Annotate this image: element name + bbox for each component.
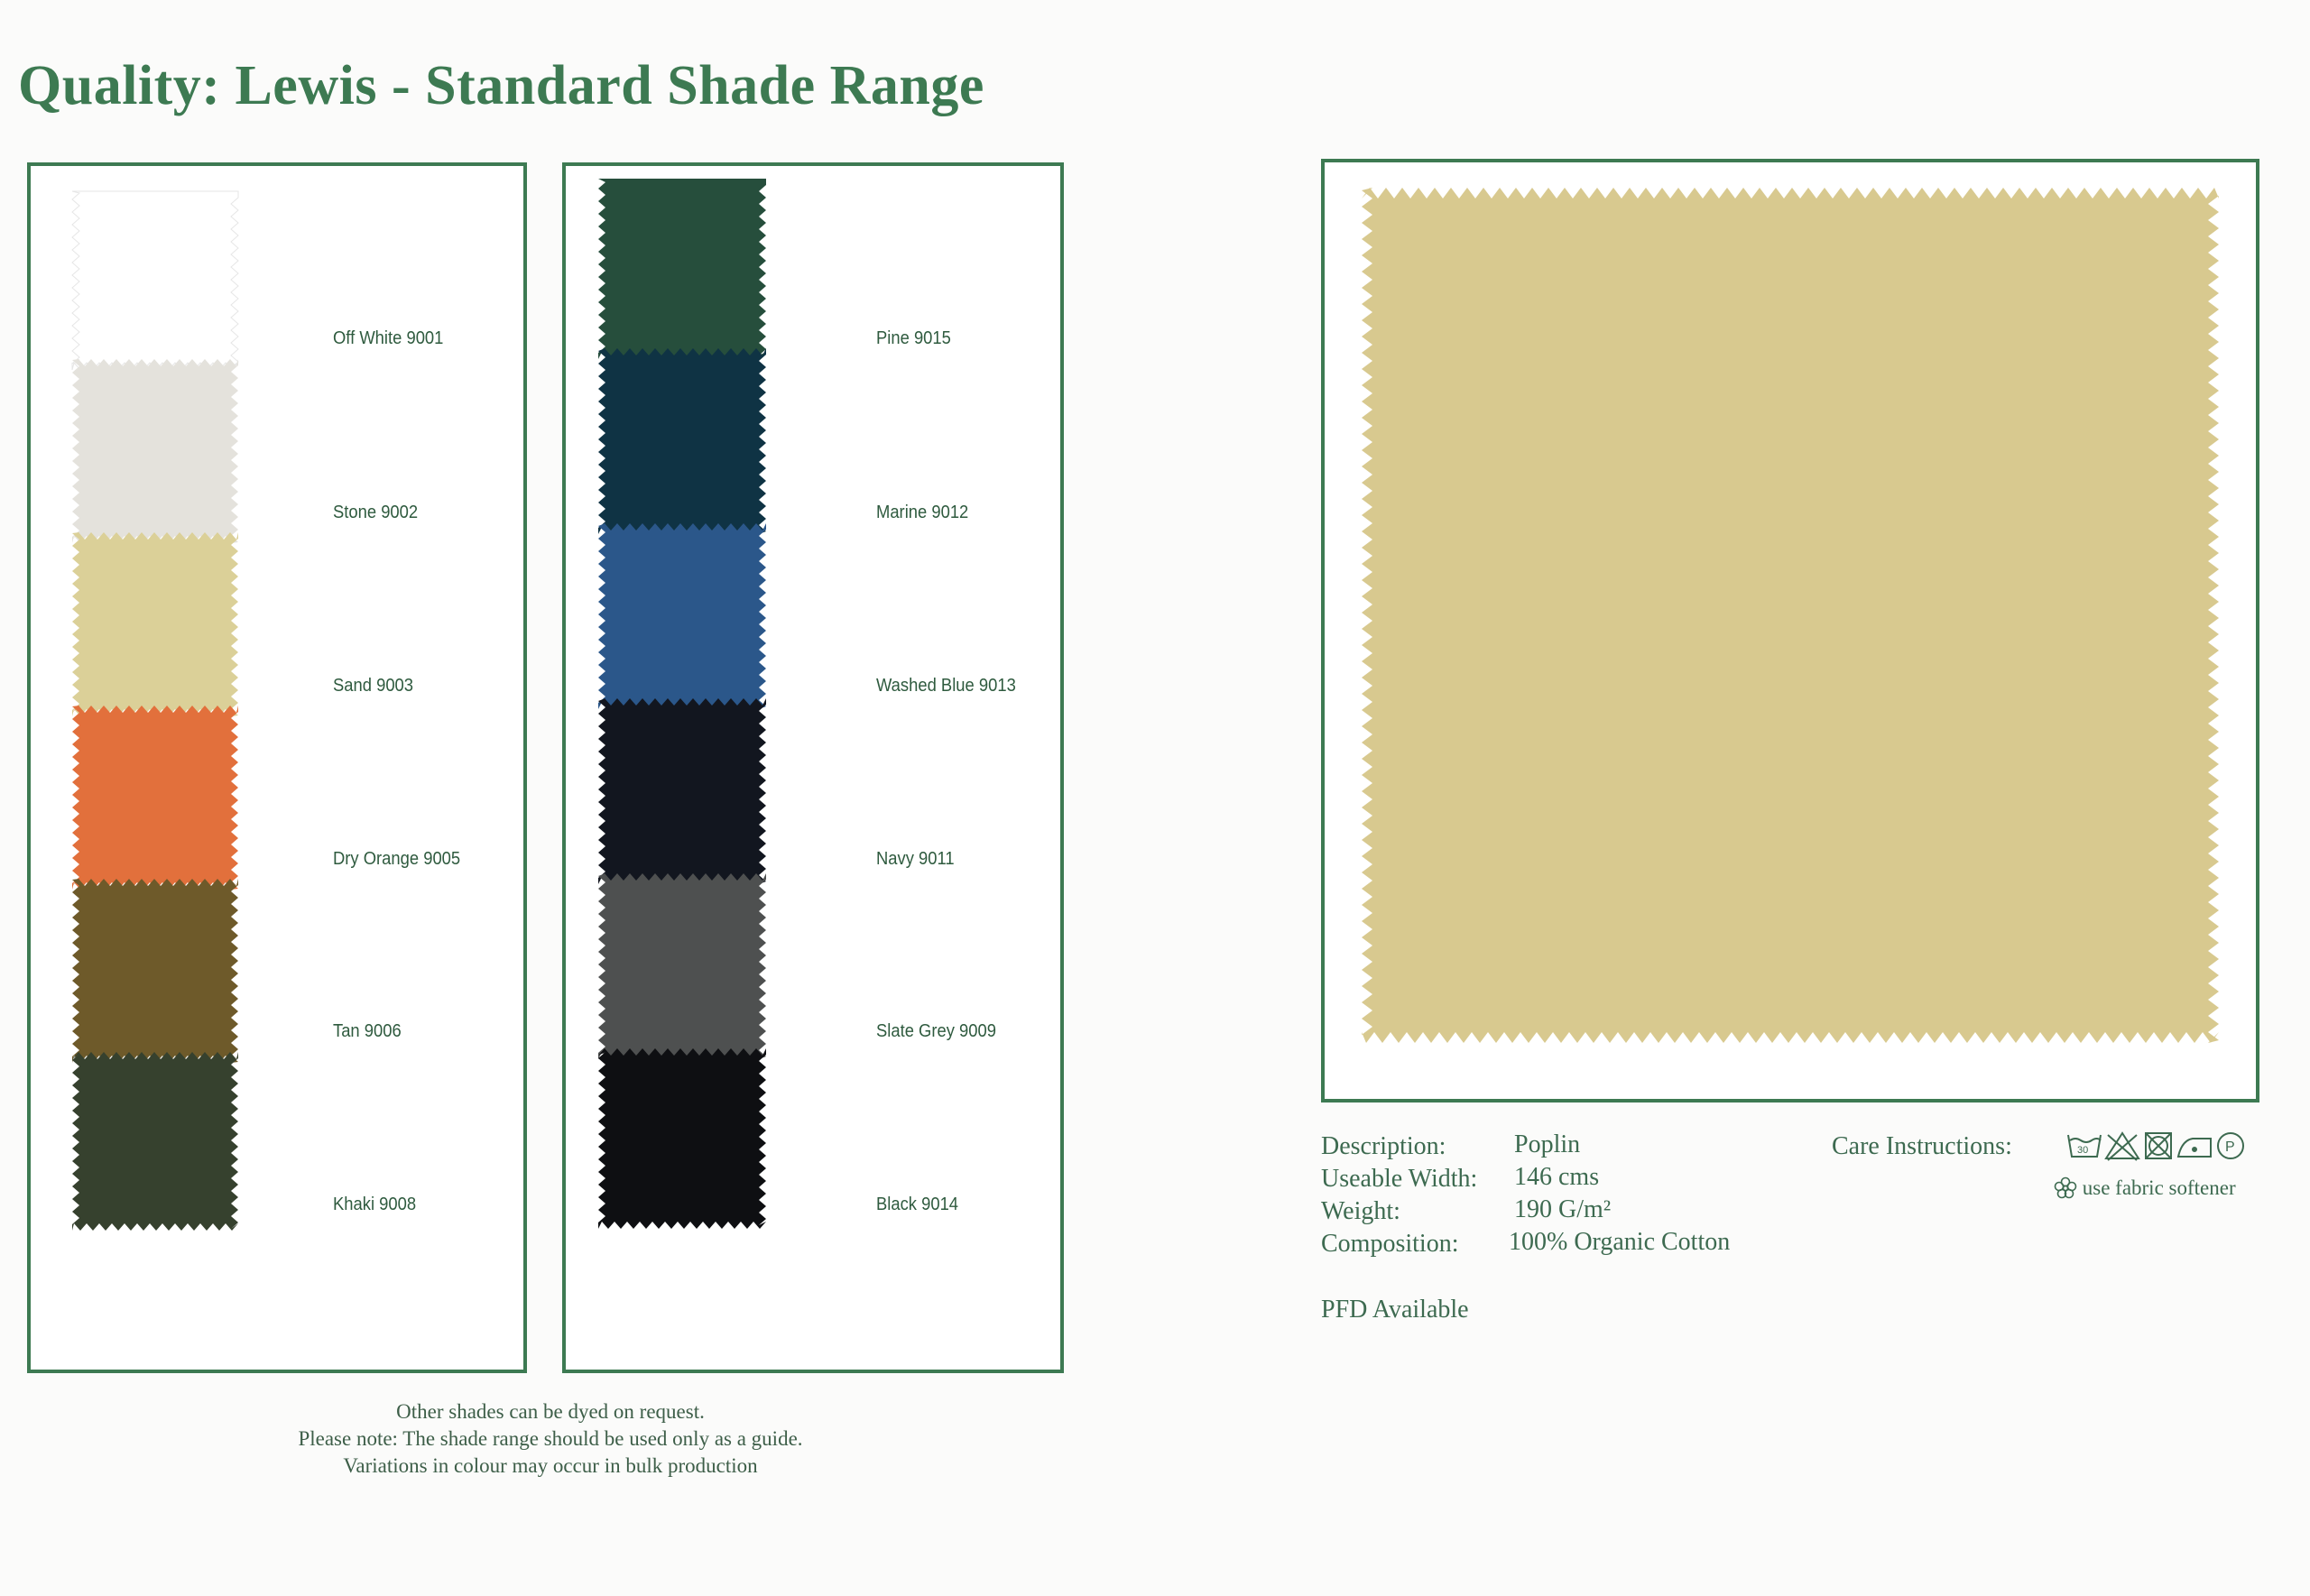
swatch-strip-left [31, 166, 523, 1370]
dry-clean-p-icon [2218, 1133, 2243, 1158]
fabric-softener-text: use fabric softener [2082, 1176, 2236, 1199]
swatch-navy-9011 [598, 698, 766, 884]
spec-width-value: 146 cms [1514, 1163, 1600, 1191]
swatch-marine-9012 [598, 348, 766, 534]
footnote-line: Please note: The shade range should be used only as a guide. [298, 1427, 803, 1450]
flower-icon [2054, 1176, 2077, 1200]
swatch-tan-9006 [72, 879, 238, 1063]
footnote-line: Other shades can be dyed on request. [396, 1400, 705, 1423]
swatch-stone-9002 [72, 359, 238, 543]
swatch-strip-right [566, 166, 1060, 1370]
iron-low-icon [2178, 1139, 2211, 1157]
spec-description-value: Poplin [1514, 1130, 1581, 1158]
shade-label: Marine 9012 [876, 503, 969, 522]
footnote-line: Variations in colour may occur in bulk production [343, 1454, 758, 1477]
shade-label: Pine 9015 [876, 328, 951, 348]
spec-weight-value: 190 G/m² [1514, 1195, 1612, 1223]
swatch-sand-9003 [72, 532, 238, 716]
spec-composition-value: 100% Organic Cotton [1509, 1228, 1731, 1256]
spec-composition-label: Composition: [1321, 1230, 1459, 1258]
featured-swatch-fabric [1362, 188, 2219, 1043]
swatch-pine-9015 [598, 179, 766, 359]
shade-label: Tan 9006 [333, 1021, 402, 1041]
footnote [208, 1398, 893, 1480]
shade-label: Stone 9002 [333, 503, 419, 522]
swatch-washed-blue-9013 [598, 523, 766, 709]
swatch-slate-grey-9009 [598, 873, 766, 1059]
fabric-softener-note [2054, 1176, 2236, 1200]
featured-swatch [1358, 184, 2224, 1050]
shade-label: Washed Blue 9013 [876, 676, 1016, 696]
no-bleach-icon [2106, 1133, 2139, 1160]
no-tumble-dry-icon [2146, 1133, 2171, 1158]
shade-label: Off White 9001 [333, 328, 444, 348]
swatch-black-9014 [598, 1048, 766, 1229]
swatch-off-white-9001 [72, 191, 238, 370]
shade-label: Slate Grey 9009 [876, 1021, 996, 1041]
care-icons [2066, 1130, 2263, 1164]
care-instructions-label: Care Instructions: [1832, 1132, 2012, 1160]
wash-temp-text: 30 [2077, 1145, 2089, 1156]
shade-panel-left [27, 162, 527, 1373]
dry-clean-letter: P [2225, 1139, 2235, 1155]
shade-label: Navy 9011 [876, 849, 955, 869]
spec-description-label: Description: [1321, 1132, 1446, 1160]
shade-label: Black 9014 [876, 1195, 959, 1214]
swatch-dry-orange-9005 [72, 706, 238, 890]
spec-width-label: Useable Width: [1321, 1165, 1478, 1193]
shade-panel-right [562, 162, 1064, 1373]
shade-label: Khaki 9008 [333, 1195, 417, 1214]
pfd-availability: PFD Available [1321, 1296, 1469, 1324]
wash-30-icon [2068, 1135, 2101, 1157]
page-title: Quality: Lewis - Standard Shade Range [18, 55, 984, 116]
spec-weight-label: Weight: [1321, 1197, 1400, 1225]
shade-label: Dry Orange 9005 [333, 849, 461, 869]
swatch-khaki-9008 [72, 1052, 238, 1231]
shade-label: Sand 9003 [333, 676, 414, 696]
